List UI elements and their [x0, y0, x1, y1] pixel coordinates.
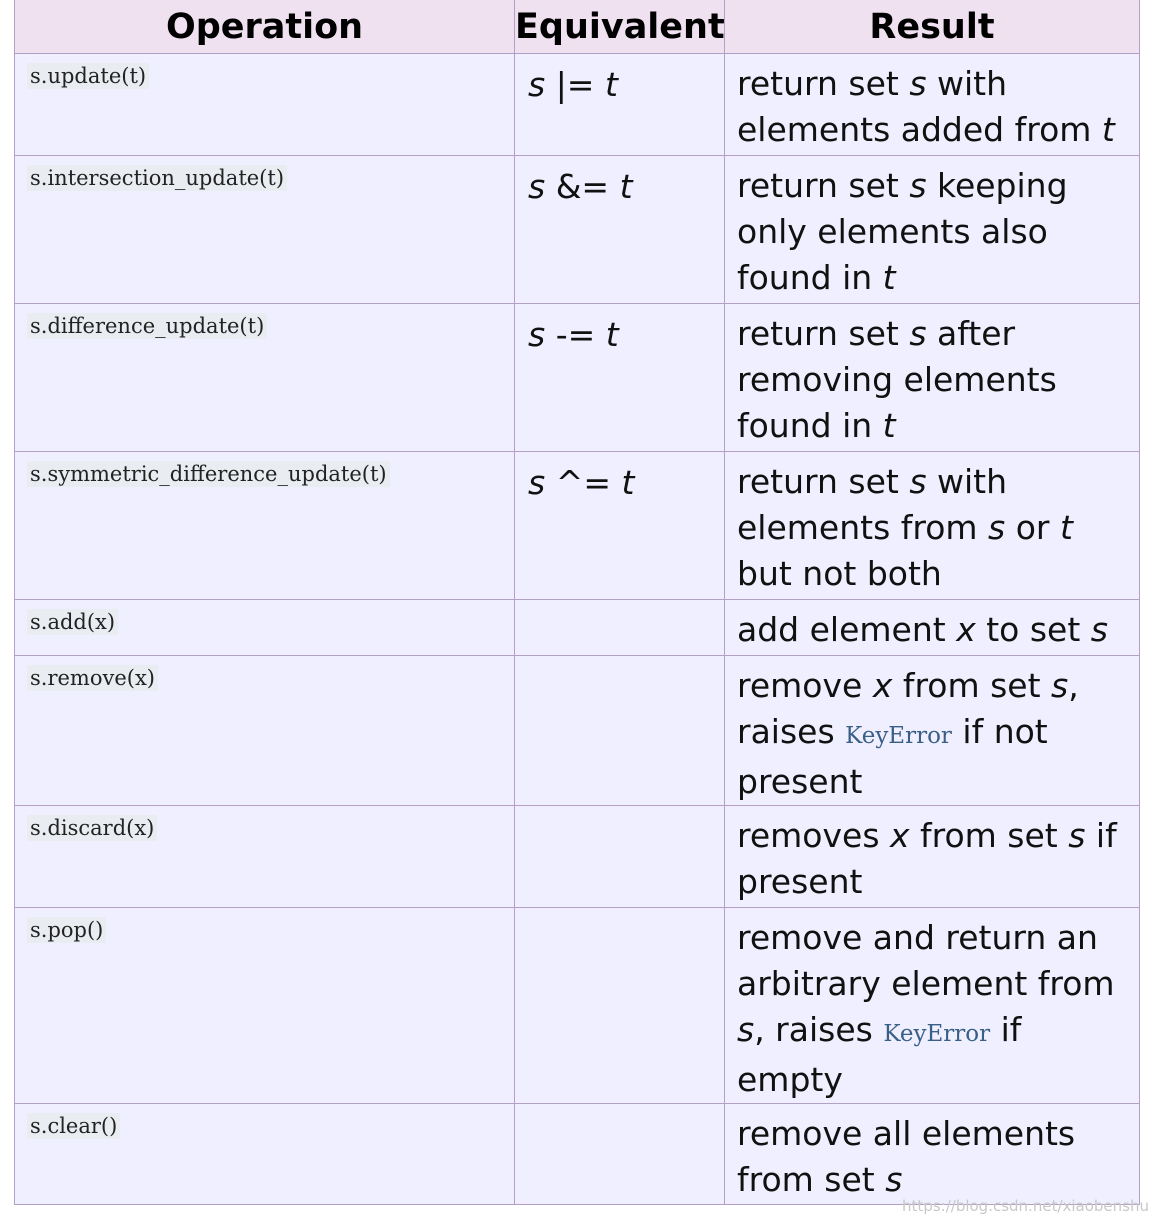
result-cell	[725, 806, 1140, 908]
equivalent-cell	[515, 156, 725, 304]
result-text: remove all elements from set s	[737, 1114, 1076, 1199]
result-cell	[725, 908, 1140, 1104]
table-row	[15, 656, 1140, 806]
equivalent-cell	[515, 54, 725, 156]
table-row	[15, 908, 1140, 1104]
table-row	[15, 1104, 1140, 1205]
table-row	[15, 452, 1140, 600]
table-row	[15, 600, 1140, 656]
equivalent-cell	[515, 1104, 725, 1205]
set-operations-table	[14, 0, 1140, 1205]
equivalent-cell	[515, 806, 725, 908]
result-cell	[725, 156, 1140, 304]
equivalent-cell	[515, 452, 725, 600]
operation-cell	[15, 600, 515, 656]
operation-code: s.difference_update(t)	[27, 313, 267, 339]
operation-cell	[15, 908, 515, 1104]
operation-cell	[15, 452, 515, 600]
result-text: return set s after removing elements found in t	[737, 314, 1057, 445]
operation-code: s.clear()	[27, 1113, 120, 1139]
result-cell	[725, 304, 1140, 452]
keyerror-code: KeyError	[883, 1021, 991, 1047]
table-row	[15, 304, 1140, 452]
operation-code: s.update(t)	[27, 63, 149, 89]
result-text: return set s with elements added from t	[737, 64, 1115, 149]
operation-cell	[15, 656, 515, 806]
operation-code: s.remove(x)	[27, 665, 158, 691]
operation-code: s.add(x)	[27, 609, 118, 635]
result-text: return set s with elements from s or t but not both	[737, 462, 1073, 593]
operation-code: s.discard(x)	[27, 815, 157, 841]
table-row	[15, 156, 1140, 304]
operation-code: s.intersection_update(t)	[27, 165, 287, 191]
equivalent-expr: s &= t	[528, 167, 633, 206]
operation-cell	[15, 806, 515, 908]
operation-cell	[15, 1104, 515, 1205]
result-text: remove x from set s, raises KeyError if not present	[737, 666, 1079, 801]
operation-cell	[15, 54, 515, 156]
header-row	[15, 0, 1140, 54]
equivalent-expr: s |= t	[528, 65, 618, 104]
watermark: https://blog.csdn.net/xiaobenshu	[902, 1197, 1149, 1215]
result-text: removes x from set s if present	[737, 816, 1117, 901]
result-text: return set s keeping only elements also found in t	[737, 166, 1068, 297]
header-operation: Operation	[15, 0, 515, 54]
equivalent-cell	[515, 304, 725, 452]
equivalent-cell	[515, 656, 725, 806]
result-cell	[725, 452, 1140, 600]
result-cell	[725, 656, 1140, 806]
result-cell	[725, 600, 1140, 656]
table-row	[15, 54, 1140, 156]
operation-cell	[15, 156, 515, 304]
result-cell	[725, 1104, 1140, 1205]
operation-cell	[15, 304, 515, 452]
header-result: Result	[725, 0, 1140, 54]
operation-code: s.symmetric_difference_update(t)	[27, 461, 390, 487]
equivalent-cell	[515, 908, 725, 1104]
equivalent-cell	[515, 600, 725, 656]
result-cell	[725, 54, 1140, 156]
header-equivalent: Equivalent	[515, 0, 725, 54]
keyerror-code: KeyError	[845, 723, 952, 749]
equivalent-expr: s -= t	[528, 315, 619, 354]
result-text: remove and return an arbitrary element from s, raises KeyError if empty	[737, 918, 1115, 1099]
table-row	[15, 806, 1140, 908]
equivalent-expr: s ^= t	[528, 463, 635, 502]
operation-code: s.pop()	[27, 917, 106, 943]
result-text: add element x to set s	[737, 610, 1108, 649]
